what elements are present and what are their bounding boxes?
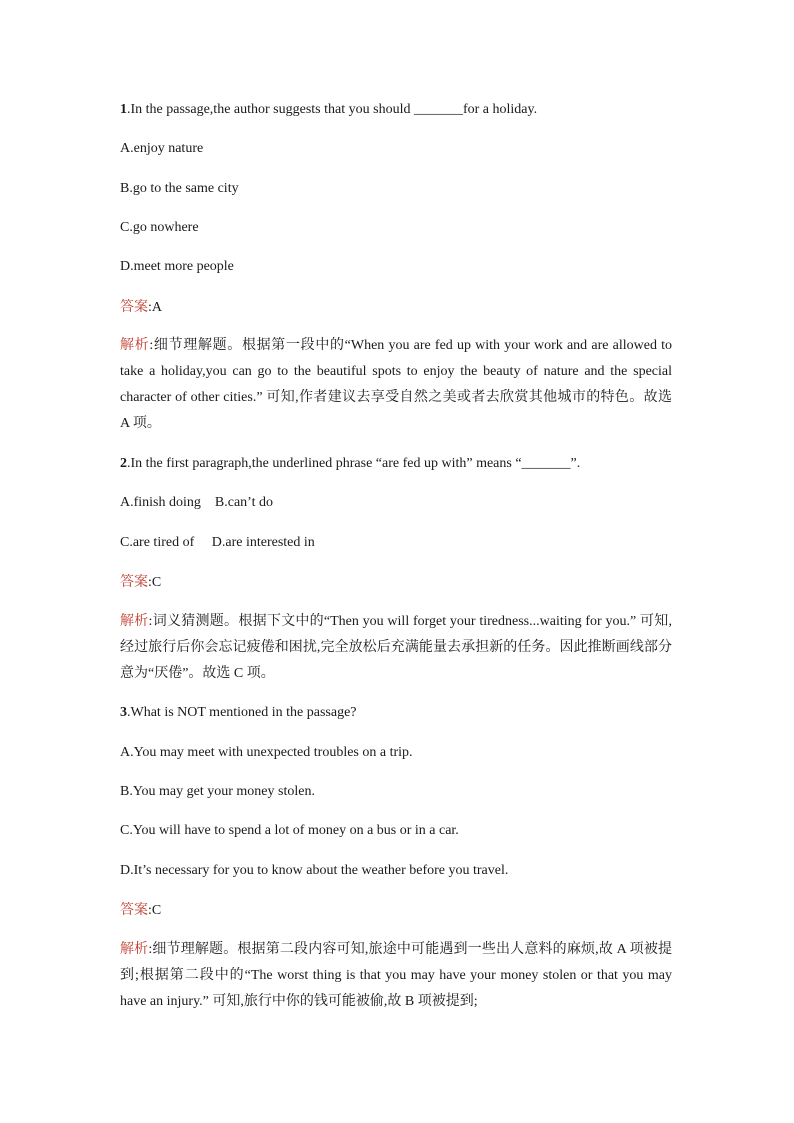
answer-label: 答案 — [120, 902, 148, 918]
answer-label: 答案 — [120, 574, 148, 590]
question-text: .In the first paragraph,the underlined phrase “are fed up with” means “_______”. — [127, 456, 581, 471]
question-2-stem — [120, 455, 580, 473]
analysis-text: :细节理解题。根据第二段内容可知,旅途中可能遇到一些出人意料的麻烦,故 A 项被提到;根据第二段中的“The worst thing is that you may have your money stolen or that you may have an injury.” 可知,旅行中你的钱可能被偷,故 B 项被提到; — [120, 942, 673, 1009]
analysis-label: 解析 — [120, 941, 149, 957]
answer-value: :A — [148, 300, 162, 315]
answer-value: :C — [148, 903, 162, 918]
q1-option-c: C.go nowhere — [120, 220, 199, 235]
q3-answer — [120, 901, 161, 920]
question-text: .What is NOT mentioned in the passage? — [127, 705, 357, 720]
question-number: 3 — [120, 705, 127, 720]
answer-label: 答案 — [120, 299, 148, 315]
q2-answer — [120, 573, 161, 592]
answer-value: :C — [148, 575, 162, 590]
question-number: 2 — [120, 456, 127, 471]
q2-options-row-2: C.are tired of D.are interested in — [120, 535, 315, 550]
analysis-label: 解析 — [120, 613, 149, 629]
q1-option-d: D.meet more people — [120, 259, 234, 274]
question-number: 1 — [120, 102, 127, 117]
question-1-stem — [120, 101, 537, 119]
q1-option-a: A.enjoy nature — [120, 141, 204, 156]
q3-option-a: A.You may meet with unexpected troubles on a trip. — [120, 745, 413, 760]
q2-analysis — [120, 608, 672, 687]
q1-analysis — [120, 332, 672, 437]
analysis-text: :词义猜测题。根据下文中的“Then you will forget your tiredness...waiting for you.” 可知,经过旅行后你会忘记疲倦和困扰,完全放松后充满能量去承担新的任务。因此推断画线部分意为“厌倦”。故选 C 项。 — [120, 614, 672, 681]
q3-option-c: C.You will have to spend a lot of money on a bus or in a car. — [120, 823, 459, 838]
q3-option-d: D.It’s necessary for you to know about the weather before you travel. — [120, 863, 509, 878]
q2-options-row-1: A.finish doing B.can’t do — [120, 495, 273, 510]
q1-answer — [120, 298, 162, 317]
question-3-stem — [120, 704, 357, 722]
analysis-label: 解析 — [120, 337, 150, 353]
analysis-text: :细节理解题。根据第一段中的“When you are fed up with your work and are allowed to take a holiday,you can go to the beautiful spots to enjoy the beauty of nature and the special character of other cities.” 可知,作者建议去享受自然之美或者去欣赏其他城市的特色。故选 A 项。 — [120, 338, 673, 431]
question-text: .In the passage,the author suggests that you should _______for a holiday. — [127, 102, 538, 117]
q1-option-b: B.go to the same city — [120, 181, 239, 196]
q3-option-b: B.You may get your money stolen. — [120, 784, 315, 799]
q3-analysis — [120, 936, 672, 1015]
